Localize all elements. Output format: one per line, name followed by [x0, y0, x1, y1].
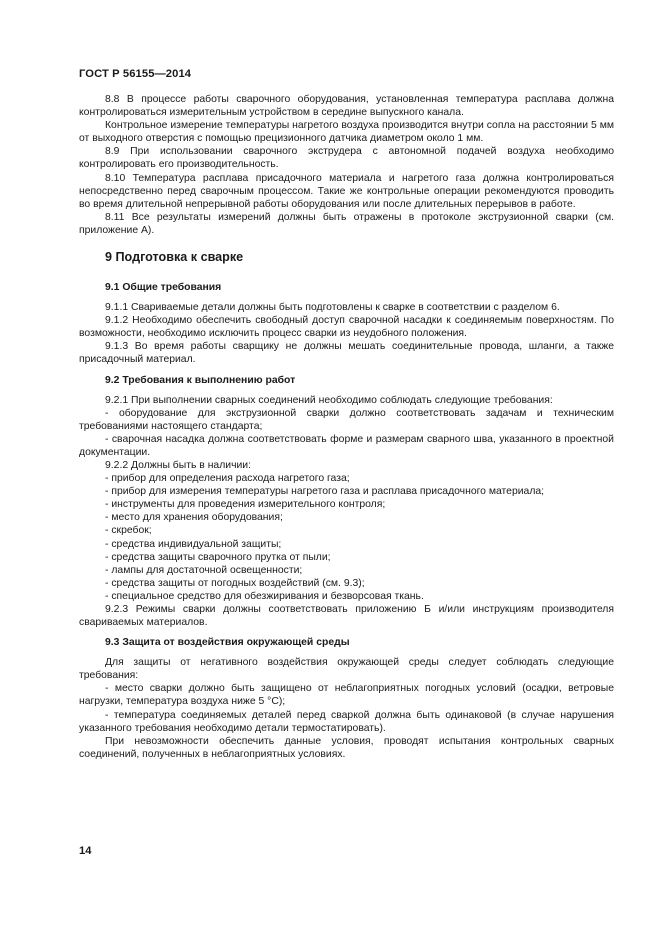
paragraph-8-10: 8.10 Температура расплава присадочного материала и нагретого газа должна контролироваться непосредственно перед сварочным процессом. Такие же контрольные операции рекомендуются проводить во время длительной непрерывной работы оборудования или после длительных перерывов в работе. — [79, 172, 614, 210]
list-item-temperature-meter: - прибор для измерения температуры нагретого газа и расплава присадочного материала; — [105, 486, 545, 498]
list-item-rod-protection: - средства защиты сварочного прутка от пыли; — [105, 551, 331, 563]
paragraph-9-2-2: 9.2.2 Должны быть в наличии: — [105, 459, 251, 471]
list-item-lamps: - лампы для достаточной освещенности; — [105, 564, 303, 576]
subsection-9-1-heading: 9.1 Общие требования — [105, 282, 222, 294]
paragraph-9-3-intro: Для защиты от негативного воздействия окружающей среды следует соблюдать следующие требования: — [79, 657, 614, 682]
list-item-nozzle: - сварочная насадка должна соответствовать форме и размерам сварного шва, указанного в проектной документации. — [79, 433, 614, 458]
subsection-9-3-heading: 9.3 Защита от воздействия окружающей среды — [105, 637, 350, 649]
list-item-degreaser: - специальное средство для обезжиривания и безворсовая ткань. — [105, 590, 424, 602]
paragraph-8-8-control: Контрольное измерение температуры нагретого воздуха производится внутри сопла на расстоянии 5 мм от выходного отверстия с помощью прецизионного датчика диаметром около 1 мм. — [79, 120, 614, 145]
list-item-gas-flow-meter: - прибор для определения расхода нагретого газа; — [105, 473, 350, 485]
subsection-9-2-heading: 9.2 Требования к выполнению работ — [105, 374, 296, 386]
list-item-scraper: - скребок; — [105, 525, 152, 537]
paragraph-9-1-1: 9.1.1 Свариваемые детали должны быть подготовлены к сварке в соответствии с разделом 6. — [105, 302, 560, 314]
list-item-equipment: - оборудование для экструзионной сварки должно соответствовать задачам и техническим требованиями настоящего стандарта; — [79, 407, 614, 432]
list-item-part-temperature: - температура соединяемых деталей перед сваркой должна быть одинаковой (в случае нарушения указанного требования необходимо детали термостатировать). — [79, 709, 614, 734]
list-item-ppe: - средства индивидуальной защиты; — [105, 538, 282, 550]
list-item-weather-protection: - средства защиты от погодных воздействий (см. 9.3); — [105, 577, 365, 589]
paragraph-8-9: 8.9 При использовании сварочного экструдера с автономной подачей воздуха необходимо контролировать его производительность. — [79, 146, 614, 171]
paragraph-8-11: 8.11 Все результаты измерений должны быть отражены в протоколе экструзионной сварки (см. приложение А). — [79, 211, 614, 236]
list-item-measuring-tools: - инструменты для проведения измерительного контроля; — [105, 499, 386, 511]
section-9-heading: 9 Подготовка к сварке — [105, 250, 244, 265]
paragraph-8-8: 8.8 В процессе работы сварочного оборудования, установленная температура расплава должна контролироваться измерительным устройством в середине выпускного канала. — [79, 94, 614, 119]
paragraph-9-2-3: 9.2.3 Режимы сварки должны соответствовать приложению Б и/или инструкциям производителя свариваемых материалов. — [79, 604, 614, 629]
paragraph-9-3-tests: При невозможности обеспечить данные условия, проводят испытания контрольных сварных соединений, полученных в неблагоприятных условиях. — [79, 735, 614, 760]
paragraph-9-1-3: 9.1.3 Во время работы сварщику не должны мешать соединительные провода, шланги, а также присадочный материал. — [79, 341, 614, 366]
document-header: ГОСТ Р 56155—2014 — [79, 68, 192, 80]
paragraph-9-1-2: 9.1.2 Необходимо обеспечить свободный доступ сварочной насадки к соединяемым поверхностям. По возможности, необходимо исключить процесс сварки из неудобного положения. — [79, 315, 614, 340]
document-body — [79, 93, 614, 761]
list-item-storage-place: - место для хранения оборудования; — [105, 512, 283, 524]
page-number: 14 — [79, 845, 92, 857]
paragraph-9-2-1: 9.2.1 При выполнении сварных соединений необходимо соблюдать следующие требования: — [105, 394, 553, 406]
list-item-weather: - место сварки должно быть защищено от неблагоприятных погодных условий (осадки, ветровые нагрузки, температура воздуха ниже 5 °С); — [79, 683, 614, 708]
